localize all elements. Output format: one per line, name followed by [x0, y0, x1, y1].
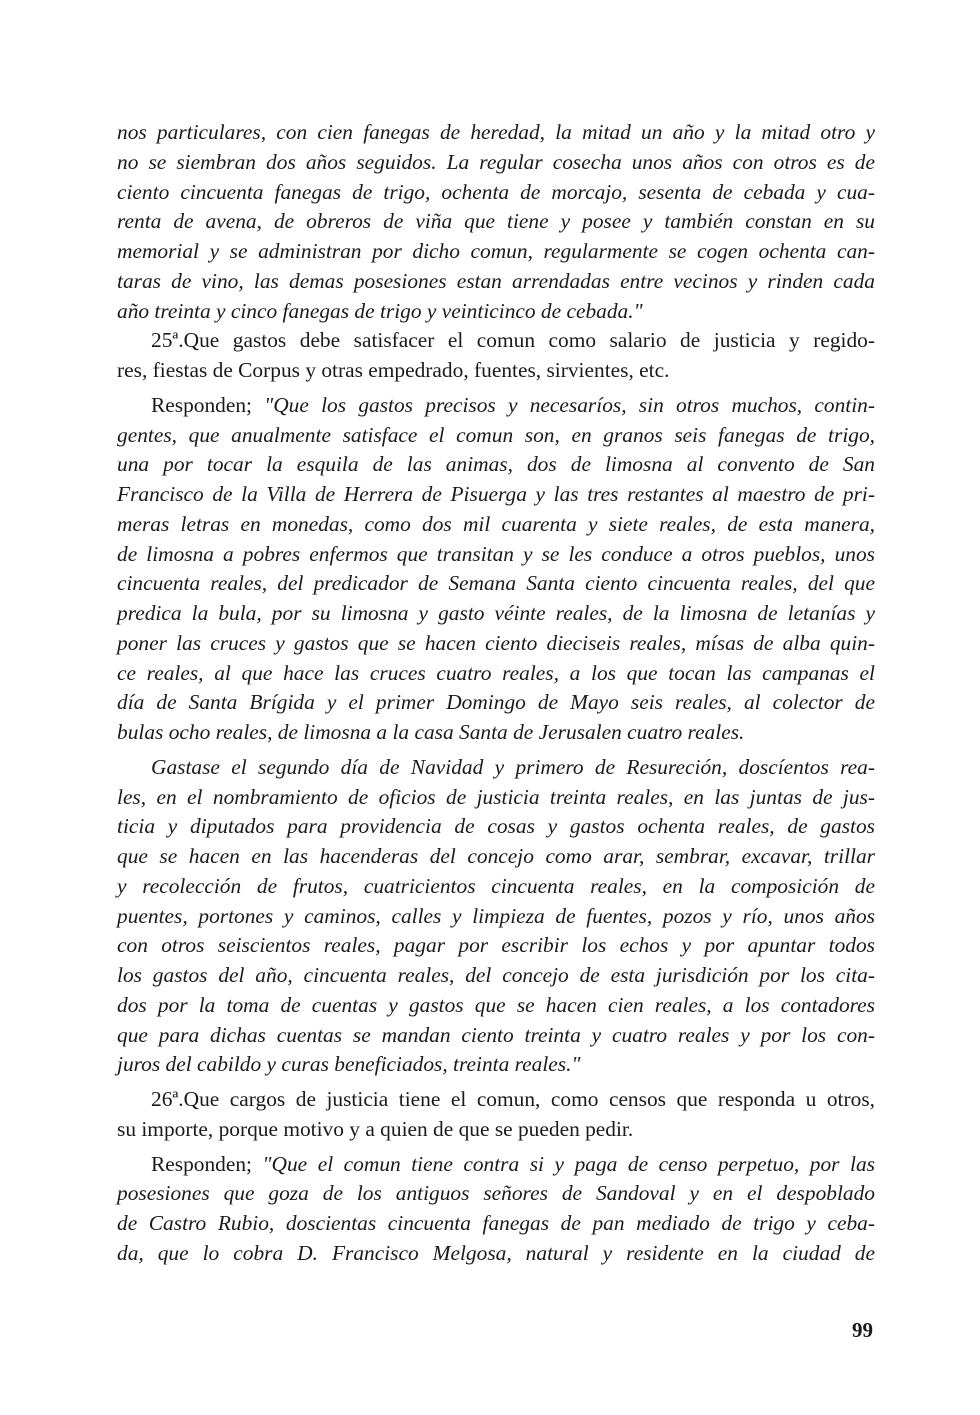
text-line: bulas ocho reales, de limosna a la casa Santa de Jerusalen cuatro reales.	[117, 720, 745, 744]
text-line: los gastos del año, cincuenta reales, del concejo de esta jurisdición por los cita-	[117, 963, 875, 987]
page-body	[117, 118, 875, 1269]
text-line: cincuenta reales, del predicador de Semana Santa ciento cincuenta reales, del que	[117, 571, 875, 596]
text-line: gentes, que anualmente satisface el comun son, en granos seis fanegas de trigo,	[117, 422, 875, 447]
text-line: predica la bula, por su limosna y gasto véinte reales, de la limosna de letanías y	[117, 601, 875, 625]
text-line: renta de avena, de obreros de viña que tiene y posee y también constan en su	[117, 209, 875, 234]
text-line: dos por la toma de cuentas y gastos que se hacen cien reales, a los contadores	[117, 992, 875, 1017]
answer-text: "Que el comun tiene contra si y paga de censo perpetuo, por las	[262, 1151, 875, 1176]
text-line: que para dichas cuentas se mandan ciento treinta y cuatro reales y por los con-	[117, 1022, 875, 1047]
text-line: ce reales, al que hace las cruces cuatro reales, a los que tocan las campanas el	[117, 660, 875, 685]
answer-25	[117, 391, 875, 748]
text-line: día de Santa Brígida y el primer Domingo de Mayo seis reales, al colector de	[117, 690, 875, 715]
text-line: de limosna a pobres enfermos que transitan y se les conduce a otros pueblos, unos	[117, 541, 875, 566]
text-line	[117, 391, 875, 421]
text-line: poner las cruces y gastos que se hacen ciento dieciseis reales, mísas de alba quin-	[117, 630, 875, 655]
text-line: da, que lo cobra D. Francisco Melgosa, natural y residente en la ciudad de	[117, 1240, 875, 1265]
text-line: año treinta y cinco fanegas de trigo y veinticinco de cebada."	[117, 298, 643, 323]
paragraph	[117, 753, 875, 1080]
text-line: taras de vino, las demas posesiones estan arrendadas entre vecinos y rinden cada	[117, 268, 875, 293]
text-line: una por tocar la esquila de las animas, dos de limosna al convento de San	[117, 452, 875, 477]
lead-in: Responden;	[151, 1151, 263, 1176]
lead-in: Responden;	[151, 392, 265, 417]
text-line: su importe, porque motivo y a quien de que se pueden pedir.	[117, 1116, 634, 1141]
text-line: ciento cincuenta fanegas de trigo, ochenta de morcajo, sesenta de cebada y cua-	[117, 179, 875, 204]
text-line: y recolección de frutos, cuatricientos cincuenta reales, en la composición de	[117, 873, 875, 898]
text-line: meras letras en monedas, como dos mil cuarenta y siete reales, de esta manera,	[117, 511, 875, 536]
answer-text: "Que los gastos precisos y necesaríos, sin otros muchos, contin-	[264, 392, 875, 417]
text-line	[117, 1150, 875, 1180]
text-line: de Castro Rubio, doscientas cincuenta fanegas de pan mediado de trigo y ceba-	[117, 1211, 875, 1235]
text-line: Francisco de la Villa de Herrera de Pisuerga y las tres restantes al maestro de pri-	[117, 482, 875, 506]
answer-26	[117, 1150, 875, 1269]
paragraph	[117, 118, 875, 326]
text-line: puentes, portones y caminos, calles y limpieza de fuentes, pozos y río, unos años	[117, 903, 875, 928]
text-line: Gastase el segundo día de Navidad y primero de Resureción, doscíentos rea-	[151, 754, 875, 779]
text-line: res, fiestas de Corpus y otras empedrado, fuentes, sirvientes, etc.	[117, 358, 670, 382]
text-line: con otros seiscientos reales, pagar por escribir los echos y por apuntar todos	[117, 933, 875, 958]
text-line: no se siembran dos años seguidos. La regular cosecha unos años con otros es de	[117, 149, 875, 174]
question-25	[117, 326, 875, 386]
text-line: 25ª.Que gastos debe satisfacer el comun como salario de justicia y regido-	[151, 328, 875, 353]
page-number: 99	[852, 1318, 873, 1342]
text-line: posesiones que goza de los antiguos señores de Sandoval y en el despoblado	[117, 1181, 875, 1206]
text-line: memorial y se administran por dicho comun, regularmente se cogen ochenta can-	[117, 239, 875, 263]
text-line: nos particulares, con cien fanegas de heredad, la mitad un año y la mitad otro y	[117, 120, 875, 144]
text-line: 26ª.Que cargos de justicia tiene el comun, como censos que responda u otros,	[151, 1087, 875, 1111]
question-26	[117, 1085, 875, 1145]
text-line: ticia y diputados para providencia de cosas y gastos ochenta reales, de gastos	[117, 814, 875, 839]
text-line: les, en el nombramiento de oficios de justicia treinta reales, en las juntas de jus-	[117, 784, 875, 809]
text-line: juros del cabildo y curas beneficiados, treinta reales."	[117, 1052, 581, 1077]
text-line: que se hacen en las hacenderas del concejo como arar, sembrar, excavar, trillar	[117, 844, 875, 868]
